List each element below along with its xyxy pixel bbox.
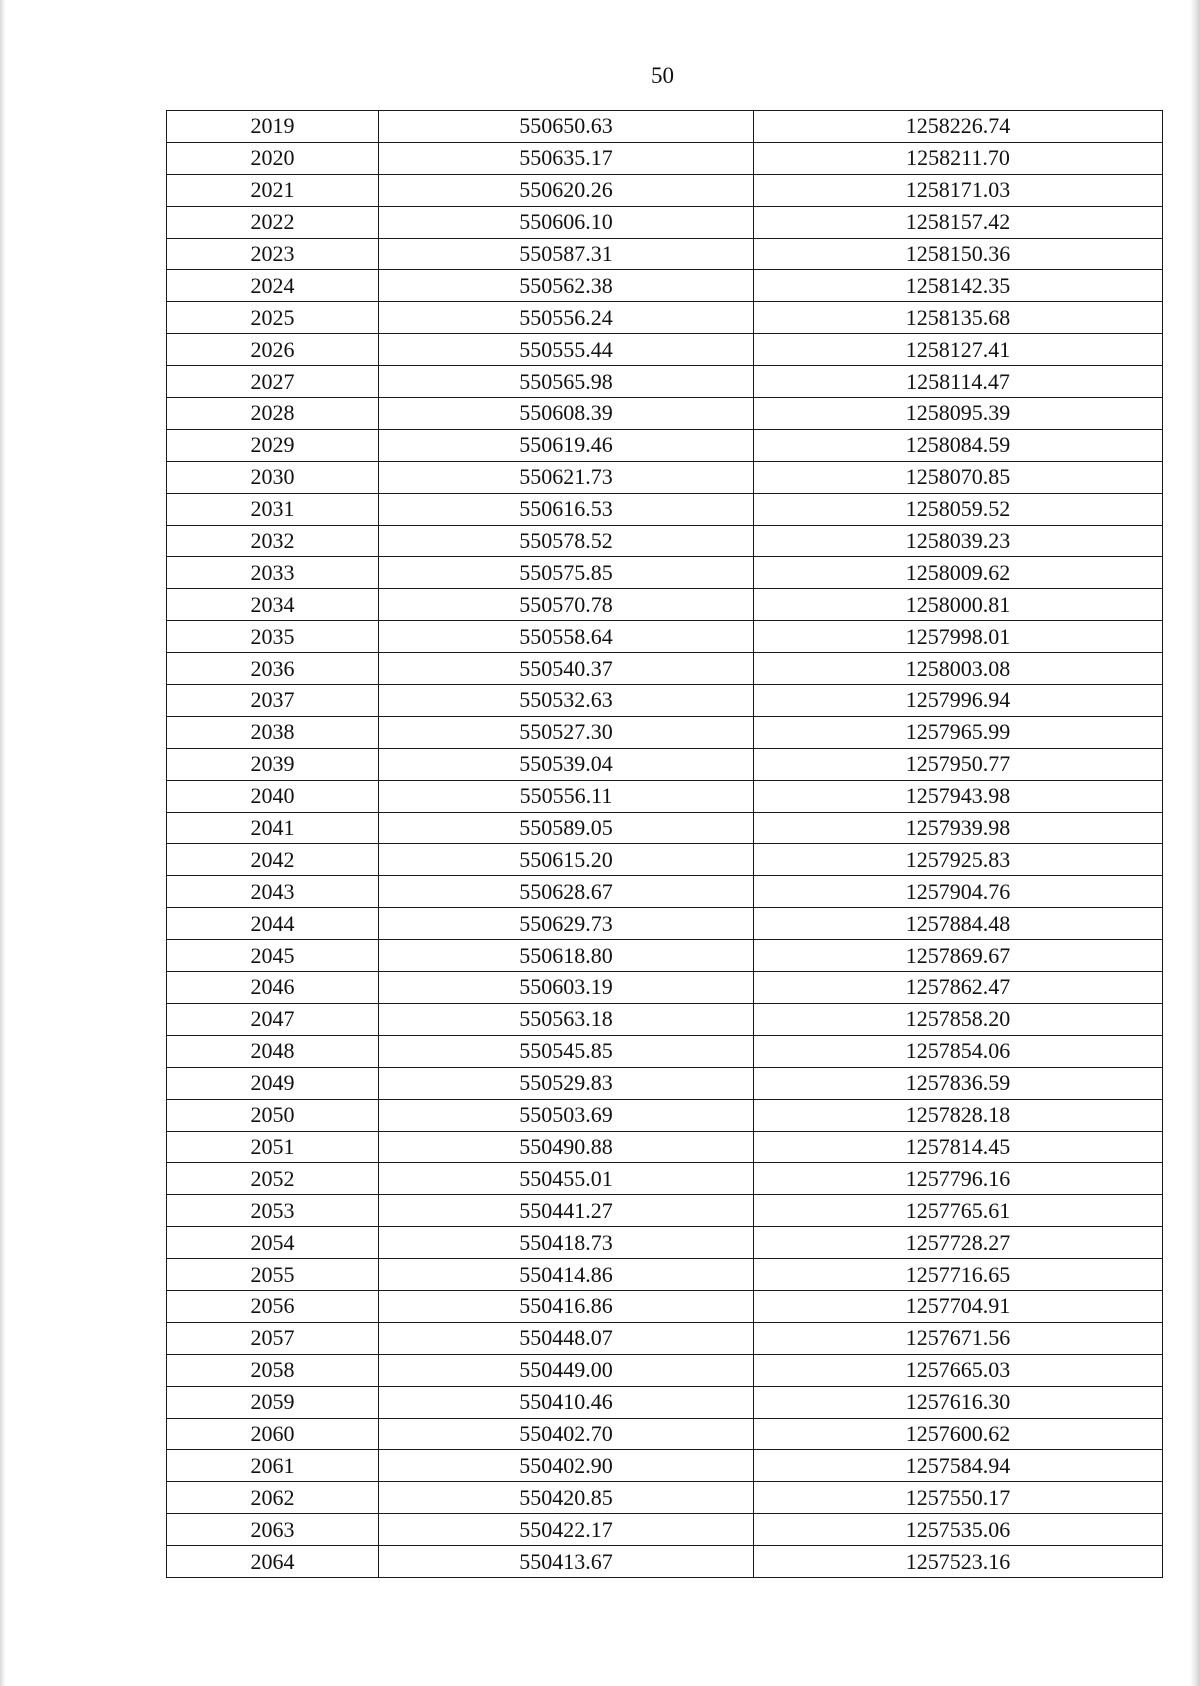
point-id-cell: 2041: [167, 812, 379, 844]
x-coordinate-cell: 550540.37: [379, 653, 754, 685]
x-coordinate-cell: 550539.04: [379, 748, 754, 780]
x-coordinate-cell: 550556.11: [379, 780, 754, 812]
point-id-cell: 2023: [167, 238, 379, 270]
point-id-cell: 2044: [167, 908, 379, 940]
x-coordinate-cell: 550616.53: [379, 493, 754, 525]
x-coordinate-cell: 550414.86: [379, 1259, 754, 1291]
point-id-cell: 2043: [167, 876, 379, 908]
x-coordinate-cell: 550650.63: [379, 111, 754, 143]
table-row: [167, 685, 1163, 717]
y-coordinate-cell: 1258059.52: [754, 493, 1163, 525]
point-id-cell: 2050: [167, 1099, 379, 1131]
table-row: [167, 270, 1163, 302]
point-id-cell: 2059: [167, 1386, 379, 1418]
y-coordinate-cell: 1258003.08: [754, 653, 1163, 685]
x-coordinate-cell: 550529.83: [379, 1067, 754, 1099]
point-id-cell: 2021: [167, 174, 379, 206]
table-row: [167, 844, 1163, 876]
x-coordinate-cell: 550603.19: [379, 972, 754, 1004]
y-coordinate-cell: 1258070.85: [754, 461, 1163, 493]
y-coordinate-cell: 1257671.56: [754, 1322, 1163, 1354]
table-row: [167, 1546, 1163, 1578]
table-row: [167, 1290, 1163, 1322]
x-coordinate-cell: 550556.24: [379, 302, 754, 334]
point-id-cell: 2060: [167, 1418, 379, 1450]
table-row: [167, 366, 1163, 398]
x-coordinate-cell: 550422.17: [379, 1514, 754, 1546]
table-row: [167, 1067, 1163, 1099]
x-coordinate-cell: 550418.73: [379, 1227, 754, 1259]
y-coordinate-cell: 1257943.98: [754, 780, 1163, 812]
table-row: [167, 429, 1163, 461]
y-coordinate-cell: 1258084.59: [754, 429, 1163, 461]
x-coordinate-cell: 550555.44: [379, 334, 754, 366]
x-coordinate-cell: 550532.63: [379, 685, 754, 717]
table-row: [167, 461, 1163, 493]
point-id-cell: 2049: [167, 1067, 379, 1099]
point-id-cell: 2035: [167, 621, 379, 653]
point-id-cell: 2048: [167, 1035, 379, 1067]
x-coordinate-cell: 550608.39: [379, 398, 754, 430]
table-row: [167, 908, 1163, 940]
y-coordinate-cell: 1257965.99: [754, 716, 1163, 748]
y-coordinate-cell: 1257884.48: [754, 908, 1163, 940]
point-id-cell: 2036: [167, 653, 379, 685]
y-coordinate-cell: 1257665.03: [754, 1354, 1163, 1386]
page-number: 50: [651, 63, 674, 88]
table-row: [167, 142, 1163, 174]
table-row: [167, 334, 1163, 366]
x-coordinate-cell: 550558.64: [379, 621, 754, 653]
table-row: [167, 780, 1163, 812]
table-row: [167, 621, 1163, 653]
table-row: [167, 1354, 1163, 1386]
point-id-cell: 2039: [167, 748, 379, 780]
table-row: [167, 876, 1163, 908]
y-coordinate-cell: 1258095.39: [754, 398, 1163, 430]
point-id-cell: 2047: [167, 1003, 379, 1035]
point-id-cell: 2062: [167, 1482, 379, 1514]
table-row: [167, 1482, 1163, 1514]
table-row: [167, 1131, 1163, 1163]
table-row: [167, 589, 1163, 621]
y-coordinate-cell: 1257814.45: [754, 1131, 1163, 1163]
table-row: [167, 1003, 1163, 1035]
y-coordinate-cell: 1257728.27: [754, 1227, 1163, 1259]
point-id-cell: 2024: [167, 270, 379, 302]
table-row: [167, 238, 1163, 270]
y-coordinate-cell: 1257550.17: [754, 1482, 1163, 1514]
y-coordinate-cell: 1257796.16: [754, 1163, 1163, 1195]
table-row: [167, 493, 1163, 525]
y-coordinate-cell: 1257616.30: [754, 1386, 1163, 1418]
y-coordinate-cell: 1258000.81: [754, 589, 1163, 621]
y-coordinate-cell: 1258127.41: [754, 334, 1163, 366]
x-coordinate-cell: 550420.85: [379, 1482, 754, 1514]
x-coordinate-cell: 550503.69: [379, 1099, 754, 1131]
point-id-cell: 2057: [167, 1322, 379, 1354]
scan-edge-left: [0, 0, 6, 1686]
x-coordinate-cell: 550570.78: [379, 589, 754, 621]
table-row: [167, 1514, 1163, 1546]
table-row: [167, 557, 1163, 589]
x-coordinate-cell: 550578.52: [379, 525, 754, 557]
y-coordinate-cell: 1258009.62: [754, 557, 1163, 589]
point-id-cell: 2027: [167, 366, 379, 398]
table-row: [167, 940, 1163, 972]
x-coordinate-cell: 550589.05: [379, 812, 754, 844]
x-coordinate-cell: 550449.00: [379, 1354, 754, 1386]
table-row: [167, 206, 1163, 238]
x-coordinate-cell: 550402.90: [379, 1450, 754, 1482]
table-row: [167, 174, 1163, 206]
y-coordinate-cell: 1258157.42: [754, 206, 1163, 238]
point-id-cell: 2063: [167, 1514, 379, 1546]
x-coordinate-cell: 550545.85: [379, 1035, 754, 1067]
x-coordinate-cell: 550619.46: [379, 429, 754, 461]
y-coordinate-cell: 1257858.20: [754, 1003, 1163, 1035]
x-coordinate-cell: 550621.73: [379, 461, 754, 493]
y-coordinate-cell: 1258171.03: [754, 174, 1163, 206]
table-row: [167, 812, 1163, 844]
table-row: [167, 748, 1163, 780]
x-coordinate-cell: 550410.46: [379, 1386, 754, 1418]
y-coordinate-cell: 1258150.36: [754, 238, 1163, 270]
table-row: [167, 111, 1163, 143]
point-id-cell: 2056: [167, 1290, 379, 1322]
y-coordinate-cell: 1257584.94: [754, 1450, 1163, 1482]
point-id-cell: 2030: [167, 461, 379, 493]
point-id-cell: 2029: [167, 429, 379, 461]
table-row: [167, 1259, 1163, 1291]
x-coordinate-cell: 550402.70: [379, 1418, 754, 1450]
table-row: [167, 1418, 1163, 1450]
y-coordinate-cell: 1258039.23: [754, 525, 1163, 557]
y-coordinate-cell: 1257925.83: [754, 844, 1163, 876]
x-coordinate-cell: 550587.31: [379, 238, 754, 270]
x-coordinate-cell: 550448.07: [379, 1322, 754, 1354]
y-coordinate-cell: 1257862.47: [754, 972, 1163, 1004]
table-row: [167, 1450, 1163, 1482]
point-id-cell: 2040: [167, 780, 379, 812]
point-id-cell: 2051: [167, 1131, 379, 1163]
point-id-cell: 2026: [167, 334, 379, 366]
y-coordinate-cell: 1257869.67: [754, 940, 1163, 972]
y-coordinate-cell: 1257828.18: [754, 1099, 1163, 1131]
point-id-cell: 2045: [167, 940, 379, 972]
point-id-cell: 2042: [167, 844, 379, 876]
x-coordinate-cell: 550606.10: [379, 206, 754, 238]
table-row: [167, 1099, 1163, 1131]
table-row: [167, 972, 1163, 1004]
x-coordinate-cell: 550620.26: [379, 174, 754, 206]
table-row: [167, 1195, 1163, 1227]
x-coordinate-cell: 550565.98: [379, 366, 754, 398]
x-coordinate-cell: 550563.18: [379, 1003, 754, 1035]
point-id-cell: 2020: [167, 142, 379, 174]
x-coordinate-cell: 550490.88: [379, 1131, 754, 1163]
table-row: [167, 1227, 1163, 1259]
y-coordinate-cell: 1258142.35: [754, 270, 1163, 302]
x-coordinate-cell: 550628.67: [379, 876, 754, 908]
point-id-cell: 2061: [167, 1450, 379, 1482]
y-coordinate-cell: 1258211.70: [754, 142, 1163, 174]
x-coordinate-cell: 550618.80: [379, 940, 754, 972]
y-coordinate-cell: 1257939.98: [754, 812, 1163, 844]
y-coordinate-cell: 1257716.65: [754, 1259, 1163, 1291]
coordinates-table: [166, 110, 1163, 1578]
y-coordinate-cell: 1258114.47: [754, 366, 1163, 398]
point-id-cell: 2055: [167, 1259, 379, 1291]
point-id-cell: 2034: [167, 589, 379, 621]
x-coordinate-cell: 550635.17: [379, 142, 754, 174]
table-row: [167, 716, 1163, 748]
point-id-cell: 2037: [167, 685, 379, 717]
point-id-cell: 2022: [167, 206, 379, 238]
y-coordinate-cell: 1258135.68: [754, 302, 1163, 334]
point-id-cell: 2058: [167, 1354, 379, 1386]
point-id-cell: 2019: [167, 111, 379, 143]
point-id-cell: 2025: [167, 302, 379, 334]
table-row: [167, 1386, 1163, 1418]
scan-edge-right: [1190, 0, 1200, 1686]
point-id-cell: 2046: [167, 972, 379, 1004]
y-coordinate-cell: 1257904.76: [754, 876, 1163, 908]
table-row: [167, 1163, 1163, 1195]
x-coordinate-cell: 550615.20: [379, 844, 754, 876]
y-coordinate-cell: 1257704.91: [754, 1290, 1163, 1322]
point-id-cell: 2052: [167, 1163, 379, 1195]
point-id-cell: 2064: [167, 1546, 379, 1578]
point-id-cell: 2053: [167, 1195, 379, 1227]
point-id-cell: 2033: [167, 557, 379, 589]
table-row: [167, 1322, 1163, 1354]
point-id-cell: 2032: [167, 525, 379, 557]
table-row: [167, 525, 1163, 557]
point-id-cell: 2038: [167, 716, 379, 748]
table-row: [167, 302, 1163, 334]
y-coordinate-cell: 1257998.01: [754, 621, 1163, 653]
x-coordinate-cell: 550416.86: [379, 1290, 754, 1322]
point-id-cell: 2031: [167, 493, 379, 525]
y-coordinate-cell: 1257854.06: [754, 1035, 1163, 1067]
x-coordinate-cell: 550441.27: [379, 1195, 754, 1227]
x-coordinate-cell: 550575.85: [379, 557, 754, 589]
point-id-cell: 2054: [167, 1227, 379, 1259]
y-coordinate-cell: 1258226.74: [754, 111, 1163, 143]
table-row: [167, 653, 1163, 685]
x-coordinate-cell: 550455.01: [379, 1163, 754, 1195]
y-coordinate-cell: 1257950.77: [754, 748, 1163, 780]
y-coordinate-cell: 1257535.06: [754, 1514, 1163, 1546]
y-coordinate-cell: 1257836.59: [754, 1067, 1163, 1099]
y-coordinate-cell: 1257765.61: [754, 1195, 1163, 1227]
y-coordinate-cell: 1257996.94: [754, 685, 1163, 717]
x-coordinate-cell: 550629.73: [379, 908, 754, 940]
y-coordinate-cell: 1257523.16: [754, 1546, 1163, 1578]
x-coordinate-cell: 550527.30: [379, 716, 754, 748]
table-row: [167, 1035, 1163, 1067]
table-row: [167, 398, 1163, 430]
x-coordinate-cell: 550413.67: [379, 1546, 754, 1578]
coordinates-table-body: [167, 111, 1163, 1578]
y-coordinate-cell: 1257600.62: [754, 1418, 1163, 1450]
point-id-cell: 2028: [167, 398, 379, 430]
x-coordinate-cell: 550562.38: [379, 270, 754, 302]
